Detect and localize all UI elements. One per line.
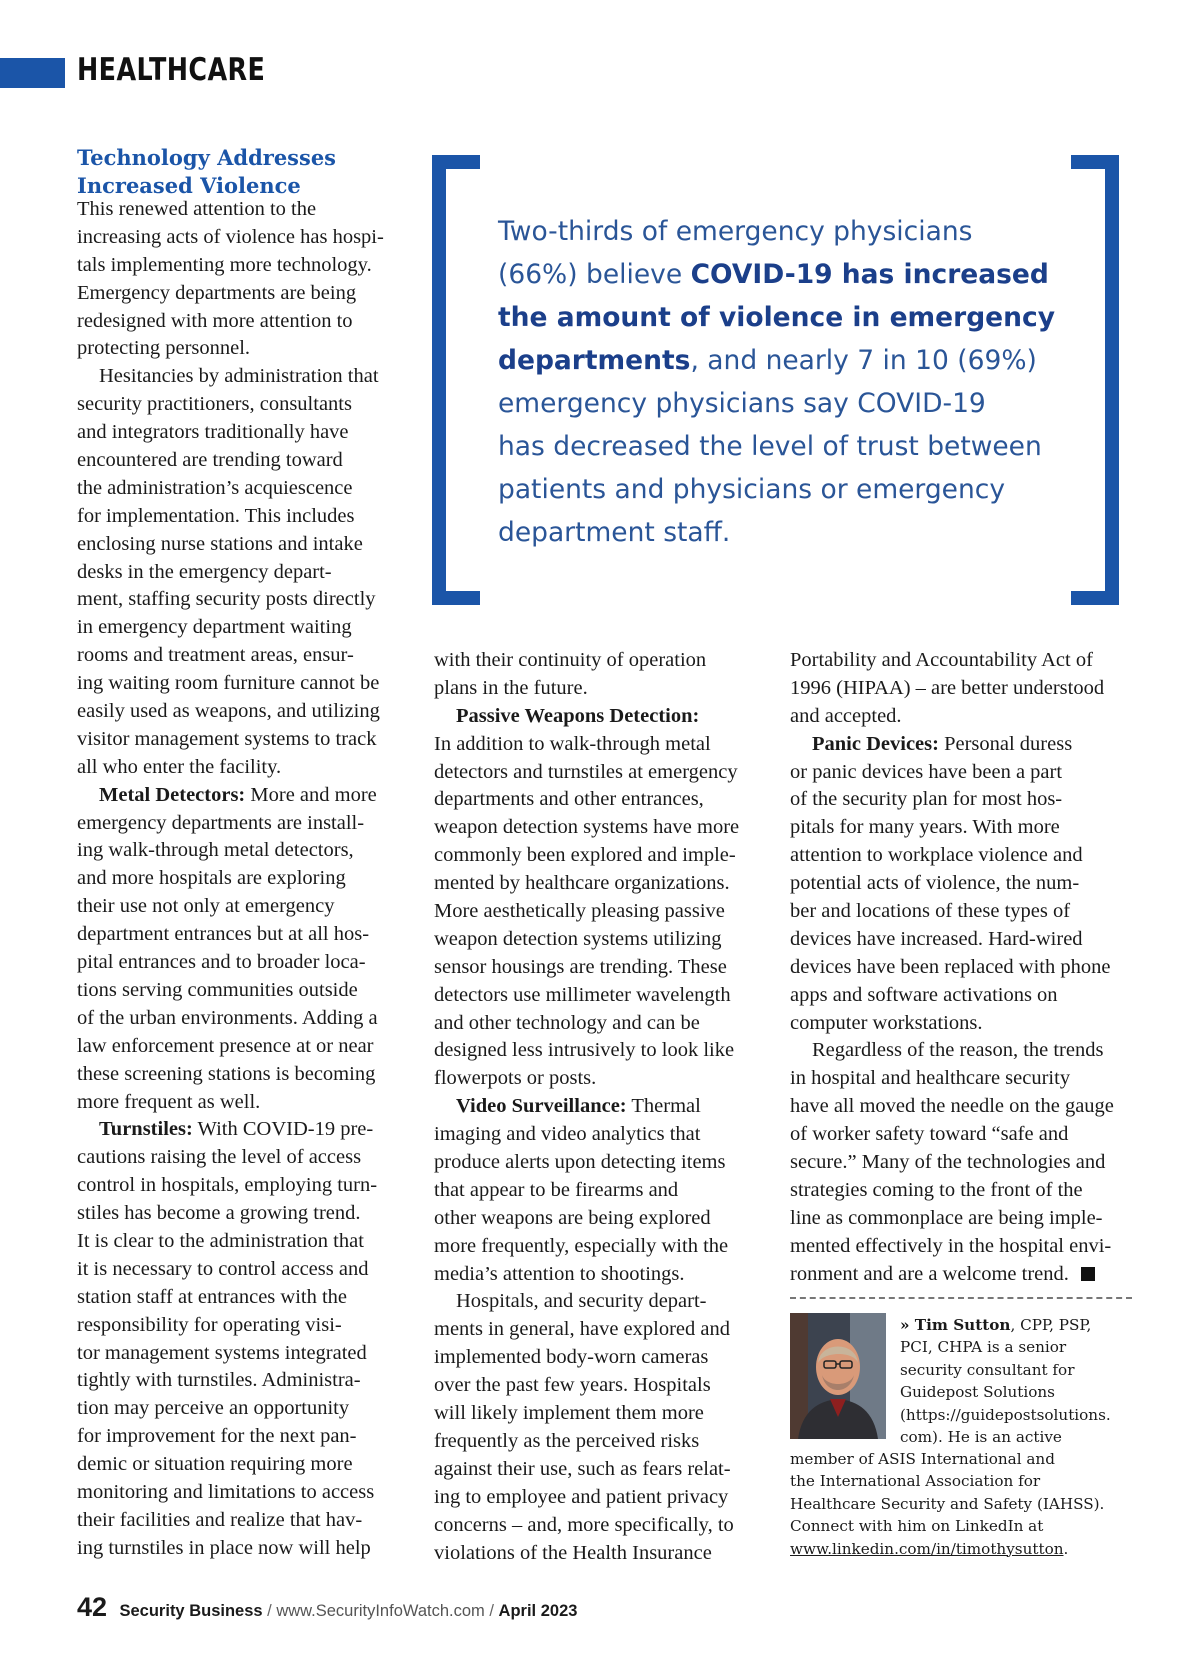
line-text: devices have increased. Hard-wired: [790, 927, 1083, 950]
text-line: [790, 703, 1135, 731]
bio-text: security consultant for: [900, 1360, 1075, 1379]
line-text: designed less intrusively to look like: [434, 1039, 735, 1062]
text-line: [77, 614, 407, 642]
line-text: ments in general, have explored and: [434, 1318, 730, 1341]
line-text: frequently as the perceived risks: [434, 1429, 700, 1452]
line-text: tion may perceive an opportunity: [77, 1397, 350, 1420]
line-text: violations of the Health Insurance: [434, 1541, 712, 1564]
bio-text: (https://guidepostsolutions.: [900, 1405, 1111, 1424]
line-text: media’s attention to shootings.: [434, 1262, 685, 1285]
line-text: of the urban environments. Adding a: [77, 1006, 378, 1029]
text-line: [77, 670, 407, 698]
quote-text: patients and physicians or emergency: [498, 474, 1006, 505]
line-text: ment, staffing security posts directly: [77, 588, 376, 611]
text-line: [434, 982, 769, 1010]
bio-line: [790, 1538, 1104, 1560]
line-text: sensor housings are trending. These: [434, 955, 727, 978]
text-line: [434, 814, 769, 842]
subheading-line: Technology Addresses: [77, 145, 337, 170]
text-line: [790, 1177, 1135, 1205]
quote-emphasis: the amount of violence in emergency: [498, 302, 1056, 333]
bio-line: [900, 1381, 1111, 1403]
bio-text: , CPP, PSP,: [1010, 1316, 1092, 1334]
line-text: pitals for many years. With more: [790, 816, 1060, 839]
text-line: [790, 842, 1135, 870]
quote-line: [498, 382, 1078, 425]
text-line: [434, 1177, 769, 1205]
bio-line: [900, 1426, 1111, 1448]
quote-text: department staff.: [498, 517, 731, 548]
text-line: [790, 1149, 1135, 1177]
text-line: [790, 1261, 1135, 1289]
line-text: ronment and are a welcome trend.: [790, 1262, 1069, 1285]
pull-quote: [498, 210, 1078, 554]
text-line: [434, 1205, 769, 1233]
text-line: [434, 1010, 769, 1038]
line-text: implemented body-worn cameras: [434, 1346, 709, 1369]
quote-line: [498, 339, 1078, 382]
text-line: [434, 1428, 769, 1456]
quote-line: [498, 511, 1078, 554]
line-text: their facilities and realize that hav-: [77, 1508, 363, 1531]
text-line: [77, 1312, 407, 1340]
text-line: [790, 1121, 1135, 1149]
text-line: [77, 531, 407, 559]
footer-separator: /: [262, 1602, 277, 1620]
quote-text: has decreased the level of trust between: [498, 431, 1042, 462]
text-line: [434, 1093, 769, 1121]
line-text: security practitioners, consultants: [77, 393, 352, 416]
text-line: [434, 926, 769, 954]
text-line: [77, 1144, 407, 1172]
text-line: [77, 949, 407, 977]
line-text: apps and software activations on: [790, 983, 1058, 1006]
text-line: [77, 1033, 407, 1061]
text-line: [77, 447, 407, 475]
text-line: [790, 814, 1135, 842]
text-line: [434, 954, 769, 982]
text-line: [790, 870, 1135, 898]
line-text: in emergency department waiting: [77, 616, 352, 639]
line-text: tions serving communities outside: [77, 978, 358, 1001]
bio-line: Connect with him on LinkedIn at: [790, 1517, 1044, 1536]
line-text: for implementation. This includes: [77, 504, 355, 527]
line-text: mented effectively in the hospital envi-: [790, 1234, 1112, 1257]
text-line: [77, 1507, 407, 1535]
text-line: [434, 1261, 769, 1289]
bio-text: .: [1063, 1539, 1069, 1558]
text-line: [77, 1061, 407, 1089]
author-photo: [790, 1313, 886, 1439]
line-text: produce alerts upon detecting items: [434, 1151, 726, 1174]
left-bracket: [432, 155, 446, 605]
line-text: and accepted.: [790, 704, 902, 727]
author-portrait-image: [790, 1313, 886, 1439]
line-text: these screening stations is becoming: [77, 1062, 376, 1085]
text-line: [77, 308, 407, 336]
quote-emphasis: departments: [498, 345, 691, 376]
text-line: [77, 1228, 407, 1256]
quote-text: (66%) believe: [498, 259, 691, 290]
text-line: [77, 1005, 407, 1033]
page-footer: [77, 1592, 577, 1623]
line-text: their use not only at emergency: [77, 895, 335, 918]
line-text: department entrances but at all hos-: [77, 923, 370, 946]
text-line: [434, 1233, 769, 1261]
line-text: stiles has become a growing trend.: [77, 1202, 361, 1225]
line-text: secure.” Many of the technologies and: [790, 1151, 1106, 1174]
text-line: [77, 1089, 407, 1117]
text-line: [434, 1540, 769, 1568]
text-line: [434, 786, 769, 814]
line-text: Portability and Accountability Act of: [790, 649, 1093, 671]
line-text: weapon detection systems have more: [434, 816, 740, 839]
line-text: increasing acts of violence has hospi-: [77, 225, 384, 248]
line-text: It is clear to the administration that: [77, 1229, 364, 1252]
bio-line: [900, 1336, 1111, 1358]
text-line: [434, 1037, 769, 1065]
text-line: [77, 1284, 407, 1312]
text-line: [434, 1316, 769, 1344]
text-line: [77, 1256, 407, 1284]
quote-line: [498, 210, 1078, 253]
text-line: [434, 898, 769, 926]
line-text: over the past few years. Hospitals: [434, 1374, 711, 1397]
text-line: [77, 977, 407, 1005]
footer-separator: /: [484, 1602, 499, 1620]
text-line: [77, 1367, 407, 1395]
quote-line: [498, 468, 1078, 511]
author-bio-short: [900, 1314, 1111, 1448]
line-text: weapon detection systems utilizing: [434, 927, 722, 950]
run-in-heading: Metal Detectors:: [99, 783, 246, 806]
line-text: rooms and treatment areas, ensur-: [77, 644, 354, 667]
line-text: will likely implement them more: [434, 1402, 704, 1425]
quote-line: [498, 425, 1078, 468]
line-text: Hesitancies by administration that: [99, 365, 379, 388]
line-text: encountered are trending toward: [77, 449, 343, 472]
line-text: 1996 (HIPAA) – are better understood: [790, 676, 1105, 699]
line-text: In addition to walk-through metal: [434, 732, 711, 755]
right-bracket-top: [1071, 155, 1119, 169]
text-line: [434, 1065, 769, 1093]
line-text: or panic devices have been a part: [790, 760, 1063, 783]
text-line: [790, 647, 1135, 675]
text-line: [77, 1451, 407, 1479]
text-line: [790, 1037, 1135, 1065]
line-text: pital entrances and to broader loca-: [77, 951, 366, 974]
line-text: ing to employee and patient privacy: [434, 1485, 729, 1508]
text-line: [434, 870, 769, 898]
text-line: [77, 196, 407, 224]
bio-line: member of ASIS International and: [790, 1450, 1055, 1468]
text-line: [77, 475, 407, 503]
text-line: [77, 865, 407, 893]
text-line: [790, 926, 1135, 954]
text-line: [77, 252, 407, 280]
line-text: Thermal: [626, 1095, 701, 1118]
body-column-1: [77, 196, 407, 1563]
text-line: [434, 1344, 769, 1372]
line-text: redesigned with more attention to: [77, 309, 353, 332]
run-in-heading: Panic Devices:: [812, 732, 939, 755]
line-text: Personal duress: [938, 732, 1073, 755]
body-column-3: [790, 647, 1135, 1288]
line-text: that appear to be firearms and: [434, 1178, 679, 1201]
text-line: [434, 647, 769, 675]
text-line: [790, 982, 1135, 1010]
bio-text: com). He is an active: [900, 1427, 1062, 1446]
bio-line: [900, 1359, 1111, 1381]
text-line: [77, 782, 407, 810]
line-text: demic or situation requiring more: [77, 1453, 353, 1476]
line-text: cautions raising the level of access: [77, 1146, 362, 1169]
text-line: [77, 280, 407, 308]
text-line: [77, 754, 407, 782]
line-text: This renewed attention to the: [77, 198, 317, 220]
footer-url: www.SecurityInfoWatch.com: [276, 1602, 485, 1620]
text-line: [77, 810, 407, 838]
quote-text: emergency physicians say COVID-19: [498, 388, 986, 419]
text-line: [434, 1121, 769, 1149]
linkedin-link[interactable]: www.linkedin.com/in/timothysutton: [790, 1539, 1064, 1558]
line-text: detectors use millimeter wavelength: [434, 983, 731, 1006]
line-text: detectors and turnstiles at emergency: [434, 760, 738, 783]
text-line: [790, 1010, 1135, 1038]
text-line: [434, 842, 769, 870]
quote-line: [498, 253, 1078, 296]
text-line: [790, 1065, 1135, 1093]
text-line: [77, 586, 407, 614]
text-line: [434, 1484, 769, 1512]
line-text: ing walk-through metal detectors,: [77, 839, 354, 862]
bio-text: PCI, CHPA is a senior: [900, 1338, 1067, 1357]
text-line: [77, 921, 407, 949]
text-line: [77, 1423, 407, 1451]
text-line: [790, 898, 1135, 926]
text-line: [790, 1205, 1135, 1233]
text-line: [77, 1172, 407, 1200]
text-line: [790, 954, 1135, 982]
text-line: [434, 675, 769, 703]
run-in-heading: Turnstiles:: [99, 1118, 193, 1141]
line-text: commonly been explored and imple-: [434, 844, 736, 867]
bio-marker-icon: »: [900, 1316, 915, 1334]
line-text: for improvement for the next pan-: [77, 1425, 357, 1448]
text-line: [77, 224, 407, 252]
line-text: ing waiting room furniture cannot be: [77, 672, 380, 695]
line-text: computer workstations.: [790, 1011, 983, 1034]
line-text: desks in the emergency depart-: [77, 560, 332, 583]
line-text: responsibility for operating visi-: [77, 1313, 342, 1336]
line-text: imaging and video analytics that: [434, 1123, 701, 1146]
text-line: [790, 786, 1135, 814]
line-text: tor management systems integrated: [77, 1341, 367, 1364]
text-line: [77, 391, 407, 419]
text-line: [790, 1233, 1135, 1261]
text-line: [77, 1535, 407, 1563]
section-label: HEALTHCARE: [77, 52, 266, 88]
line-text: protecting personnel.: [77, 337, 251, 360]
text-line: [790, 675, 1135, 703]
run-in-heading: Passive Weapons Detection:: [456, 704, 700, 727]
line-text: potential acts of violence, the num-: [790, 872, 1080, 895]
line-text: have all moved the needle on the gauge: [790, 1095, 1114, 1118]
text-line: [434, 1149, 769, 1177]
page-number: 42: [77, 1592, 108, 1622]
text-line: [434, 1288, 769, 1316]
text-line: [77, 419, 407, 447]
line-text: more frequent as well.: [77, 1090, 261, 1113]
author-bio-long: [790, 1448, 1104, 1560]
line-text: With COVID-19 pre-: [192, 1118, 374, 1141]
line-text: monitoring and limitations to access: [77, 1480, 375, 1503]
text-line: [434, 759, 769, 787]
end-mark-icon: [1081, 1267, 1095, 1281]
line-text: flowerpots or posts.: [434, 1067, 597, 1090]
line-text: of worker safety toward “safe and: [790, 1123, 1069, 1146]
line-text: Hospitals, and security depart-: [456, 1290, 707, 1313]
right-bracket: [1105, 155, 1119, 605]
bio-line: Healthcare Security and Safety (IAHSS).: [790, 1494, 1105, 1513]
line-text: all who enter the facility.: [77, 755, 282, 778]
bio-text: Guidepost Solutions: [900, 1383, 1055, 1402]
quote-text: , and nearly 7 in 10 (69%): [690, 345, 1037, 376]
line-text: easily used as weapons, and utilizing: [77, 700, 380, 723]
line-text: More aesthetically pleasing passive: [434, 900, 725, 923]
bio-line: [900, 1314, 1111, 1336]
body-column-2: [434, 647, 769, 1567]
line-text: tals implementing more technology.: [77, 253, 372, 276]
line-text: mented by healthcare organizations.: [434, 872, 730, 895]
left-bracket-bottom: [432, 591, 480, 605]
subheading-line: Increased Violence: [77, 173, 301, 198]
publication-name: Security Business: [119, 1602, 263, 1620]
text-line: [77, 1340, 407, 1368]
bio-line: the International Association for: [790, 1472, 1041, 1491]
line-text: and other technology and can be: [434, 1011, 700, 1034]
line-text: line as commonplace are being imple-: [790, 1206, 1103, 1229]
text-line: [77, 837, 407, 865]
line-text: enclosing nurse stations and intake: [77, 532, 363, 555]
quote-line: [498, 296, 1078, 339]
text-line: [77, 1479, 407, 1507]
line-text: plans in the future.: [434, 676, 588, 699]
run-in-heading: Video Surveillance:: [456, 1095, 627, 1118]
section-color-bar: [0, 58, 65, 88]
line-text: in hospital and healthcare security: [790, 1067, 1071, 1090]
line-text: devices have been replaced with phone: [790, 955, 1111, 978]
line-text: ber and locations of these types of: [790, 900, 1071, 923]
text-line: [790, 731, 1135, 759]
text-line: [77, 503, 407, 531]
line-text: concerns – and, more specifically, to: [434, 1513, 734, 1536]
line-text: Regardless of the reason, the trends: [812, 1039, 1104, 1062]
text-line: [77, 335, 407, 363]
line-text: More and more: [245, 783, 377, 806]
line-text: emergency departments are install-: [77, 811, 365, 834]
text-line: [77, 642, 407, 670]
line-text: more frequently, especially with the: [434, 1234, 729, 1257]
line-text: the administration’s acquiescence: [77, 476, 353, 499]
article-subheading: [77, 144, 336, 200]
text-line: [77, 1116, 407, 1144]
line-text: and integrators traditionally have: [77, 421, 349, 444]
right-bracket-bottom: [1071, 591, 1119, 605]
line-text: visitor management systems to track: [77, 727, 377, 750]
text-line: [77, 698, 407, 726]
text-line: [434, 731, 769, 759]
author-name: Tim Sutton: [914, 1316, 1011, 1334]
text-line: [434, 1400, 769, 1428]
text-line: [434, 1372, 769, 1400]
text-line: [434, 703, 769, 731]
line-text: with their continuity of operation: [434, 649, 707, 671]
left-bracket-top: [432, 155, 480, 169]
line-text: other weapons are being explored: [434, 1206, 711, 1229]
line-text: and more hospitals are exploring: [77, 867, 346, 890]
text-line: [790, 1093, 1135, 1121]
text-line: [77, 726, 407, 754]
line-text: Emergency departments are being: [77, 281, 357, 304]
line-text: attention to workplace violence and: [790, 844, 1083, 867]
text-line: [77, 1200, 407, 1228]
text-line: [77, 363, 407, 391]
text-line: [77, 893, 407, 921]
text-line: [790, 759, 1135, 787]
quote-emphasis: COVID-19 has increased: [690, 259, 1049, 290]
line-text: of the security plan for most hos-: [790, 788, 1063, 811]
line-text: tightly with turnstiles. Administra-: [77, 1369, 361, 1392]
line-text: strategies coming to the front of the: [790, 1178, 1083, 1201]
text-line: [434, 1456, 769, 1484]
line-text: ing turnstiles in place now will help: [77, 1536, 371, 1559]
bio-divider: [790, 1297, 1132, 1299]
text-line: [77, 1395, 407, 1423]
bio-line: [900, 1404, 1111, 1426]
line-text: law enforcement presence at or near: [77, 1034, 374, 1057]
line-text: against their use, such as fears relat-: [434, 1457, 731, 1480]
line-text: control in hospitals, employing turn-: [77, 1174, 378, 1197]
text-line: [77, 559, 407, 587]
quote-text: Two-thirds of emergency physicians: [498, 216, 973, 247]
issue-date: April 2023: [498, 1602, 578, 1620]
line-text: departments and other entrances,: [434, 788, 704, 811]
line-text: it is necessary to control access and: [77, 1257, 369, 1280]
text-line: [434, 1512, 769, 1540]
line-text: station staff at entrances with the: [77, 1285, 348, 1308]
